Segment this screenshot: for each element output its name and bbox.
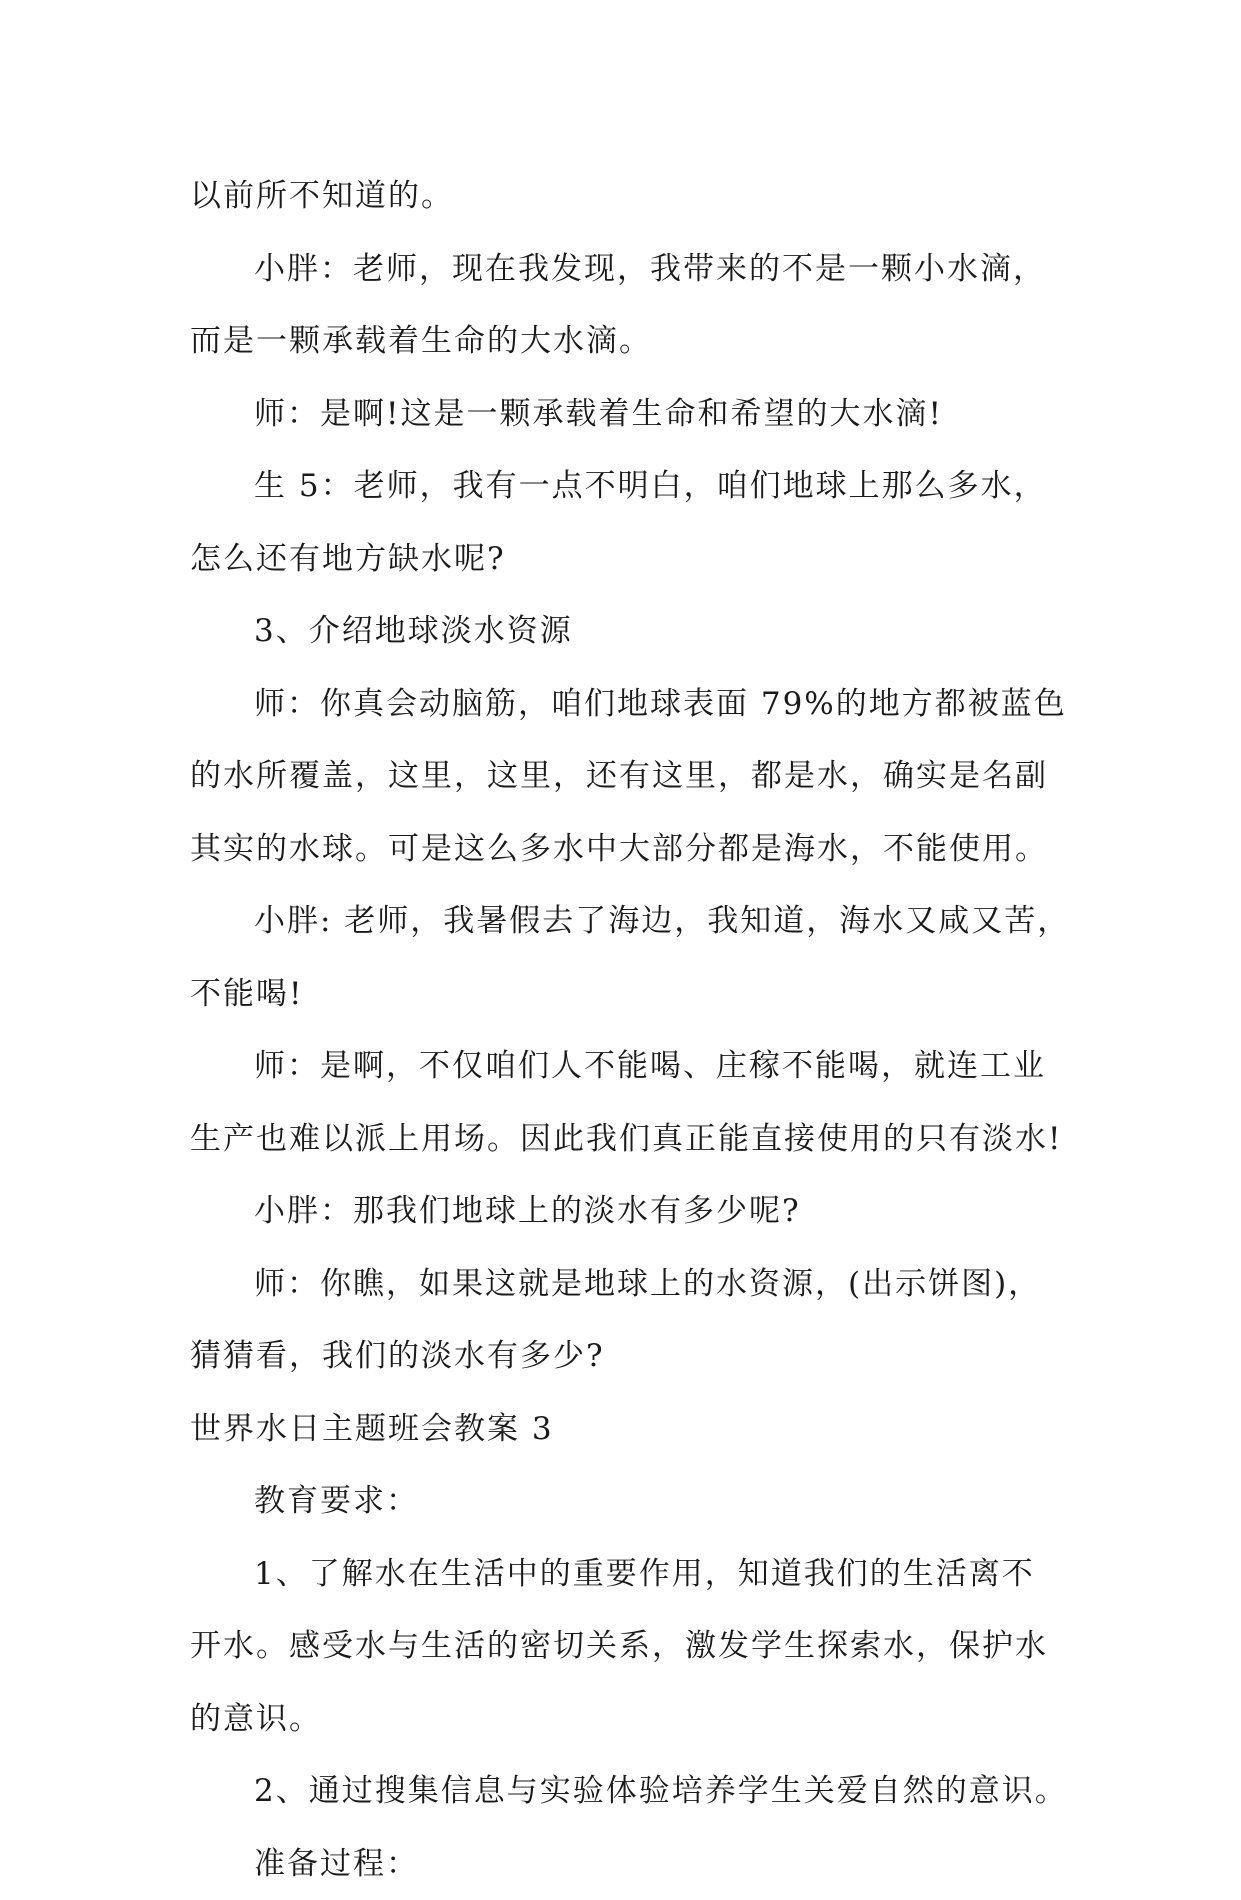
text-line: 以前所不知道的。 xyxy=(190,160,1070,233)
text-line: 的意识。 xyxy=(190,1683,1070,1756)
text-line: 师：是啊!这是一颗承载着生命和希望的大水滴! xyxy=(190,378,1070,451)
section-heading: 教育要求： xyxy=(190,1465,1070,1538)
section-heading: 准备过程： xyxy=(190,1828,1070,1900)
text-line: 生产也难以派上用场。因此我们真正能直接使用的只有淡水! xyxy=(190,1103,1070,1176)
text-line: 而是一颗承载着生命的大水滴。 xyxy=(190,305,1070,378)
text-line: 的水所覆盖，这里，这里，还有这里，都是水，确实是名副 xyxy=(190,740,1070,813)
text-line: 生 5：老师，我有一点不明白，咱们地球上那么多水， xyxy=(190,450,1070,523)
text-line: 猜猜看，我们的淡水有多少? xyxy=(190,1320,1070,1393)
text-line: 小胖: 老师，我暑假去了海边，我知道，海水又咸又苦， xyxy=(190,885,1070,958)
section-heading: 3、介绍地球淡水资源 xyxy=(190,595,1070,668)
document-body xyxy=(190,160,1070,1900)
text-line: 师：你瞧，如果这就是地球上的水资源，(出示饼图)， xyxy=(190,1248,1070,1321)
text-line: 师：你真会动脑筋，咱们地球表面 79%的地方都被蓝色 xyxy=(190,668,1070,741)
text-line: 2、通过搜集信息与实验体验培养学生关爱自然的意识。 xyxy=(190,1755,1070,1828)
text-line: 开水。感受水与生活的密切关系，激发学生探索水，保护水 xyxy=(190,1610,1070,1683)
text-line: 师：是啊，不仅咱们人不能喝、庄稼不能喝，就连工业 xyxy=(190,1030,1070,1103)
text-line: 不能喝! xyxy=(190,958,1070,1031)
text-line: 其实的水球。可是这么多水中大部分都是海水，不能使用。 xyxy=(190,813,1070,886)
text-line: 小胖：那我们地球上的淡水有多少呢? xyxy=(190,1175,1070,1248)
text-line: 小胖：老师，现在我发现，我带来的不是一颗小水滴， xyxy=(190,233,1070,306)
document-title: 世界水日主题班会教案 3 xyxy=(190,1393,1070,1466)
text-line: 1、了解水在生活中的重要作用，知道我们的生活离不 xyxy=(190,1538,1070,1611)
text-line: 怎么还有地方缺水呢? xyxy=(190,523,1070,596)
